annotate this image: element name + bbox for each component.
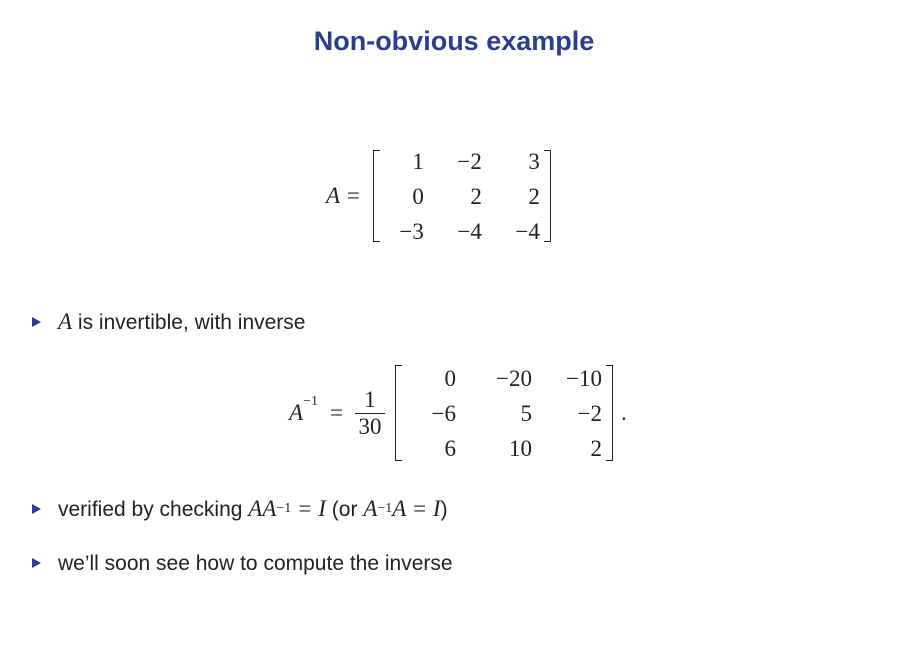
bullet-item — [32, 496, 448, 522]
inverse-equation — [289, 365, 627, 461]
math-sup: −1 — [377, 501, 393, 516]
math-eq-i: = I — [291, 496, 326, 521]
math-aa: AA — [248, 496, 277, 521]
fraction-numerator: 1 — [364, 386, 376, 412]
bullet-item — [32, 309, 305, 335]
bullet-text: verified by checking — [58, 498, 249, 521]
bullet-text: (or — [325, 498, 364, 521]
matrix-a-cell: 3 — [528, 148, 540, 174]
matrix-a-cell: −3 — [399, 218, 424, 244]
bullet-triangle-icon — [32, 504, 41, 514]
inverse-cell: −6 — [431, 400, 456, 426]
matrix-a-cell: 1 — [412, 148, 424, 174]
inverse-cell: 5 — [520, 400, 532, 426]
inverse-cell: −10 — [565, 365, 602, 391]
math-a-eq-i: A = I — [392, 496, 441, 521]
scalar-fraction — [355, 387, 385, 440]
inverse-equals: = — [329, 400, 343, 425]
left-bracket — [373, 150, 380, 242]
fraction-denominator: 30 — [358, 413, 382, 439]
bullet-text: is invertible, with inverse — [72, 311, 306, 334]
right-bracket — [544, 150, 551, 242]
right-bracket — [606, 365, 613, 461]
matrix-a-cell: 2 — [470, 183, 482, 209]
bullet-item — [32, 552, 453, 576]
inverse-cell: −2 — [577, 400, 602, 426]
slide-title: Non-obvious example — [313, 26, 595, 56]
trailing-period: . — [620, 400, 627, 425]
inverse-lhs — [289, 394, 318, 426]
inverse-matrix — [406, 361, 602, 466]
matrix-a-lhs: A = — [326, 183, 361, 208]
matrix-a-cell: 2 — [528, 183, 540, 209]
matrix-a-cell: −2 — [457, 148, 482, 174]
matrix-a-cell: 0 — [412, 183, 424, 209]
math-a: A — [363, 496, 378, 521]
bullet-triangle-icon — [32, 317, 41, 327]
inverse-cell: 6 — [444, 435, 456, 461]
inverse-lhs-sup: −1 — [303, 394, 318, 410]
matrix-a-equation — [326, 150, 551, 242]
bullet-var: A — [58, 309, 73, 334]
inverse-lhs-base: A — [289, 400, 304, 425]
inverse-cell: −20 — [495, 365, 532, 391]
math-sup: −1 — [276, 501, 292, 516]
matrix-a-cell: −4 — [457, 218, 482, 244]
matrix-a-cell: −4 — [515, 218, 540, 244]
bullet-triangle-icon — [32, 558, 41, 568]
bullet-text: we’ll soon see how to compute the inverse — [58, 552, 453, 575]
inverse-cell: 0 — [444, 365, 456, 391]
bullet-text: ) — [440, 498, 448, 521]
inverse-cell: 2 — [590, 435, 602, 461]
matrix-a — [384, 144, 540, 249]
left-bracket — [395, 365, 402, 461]
inverse-cell: 10 — [508, 435, 532, 461]
